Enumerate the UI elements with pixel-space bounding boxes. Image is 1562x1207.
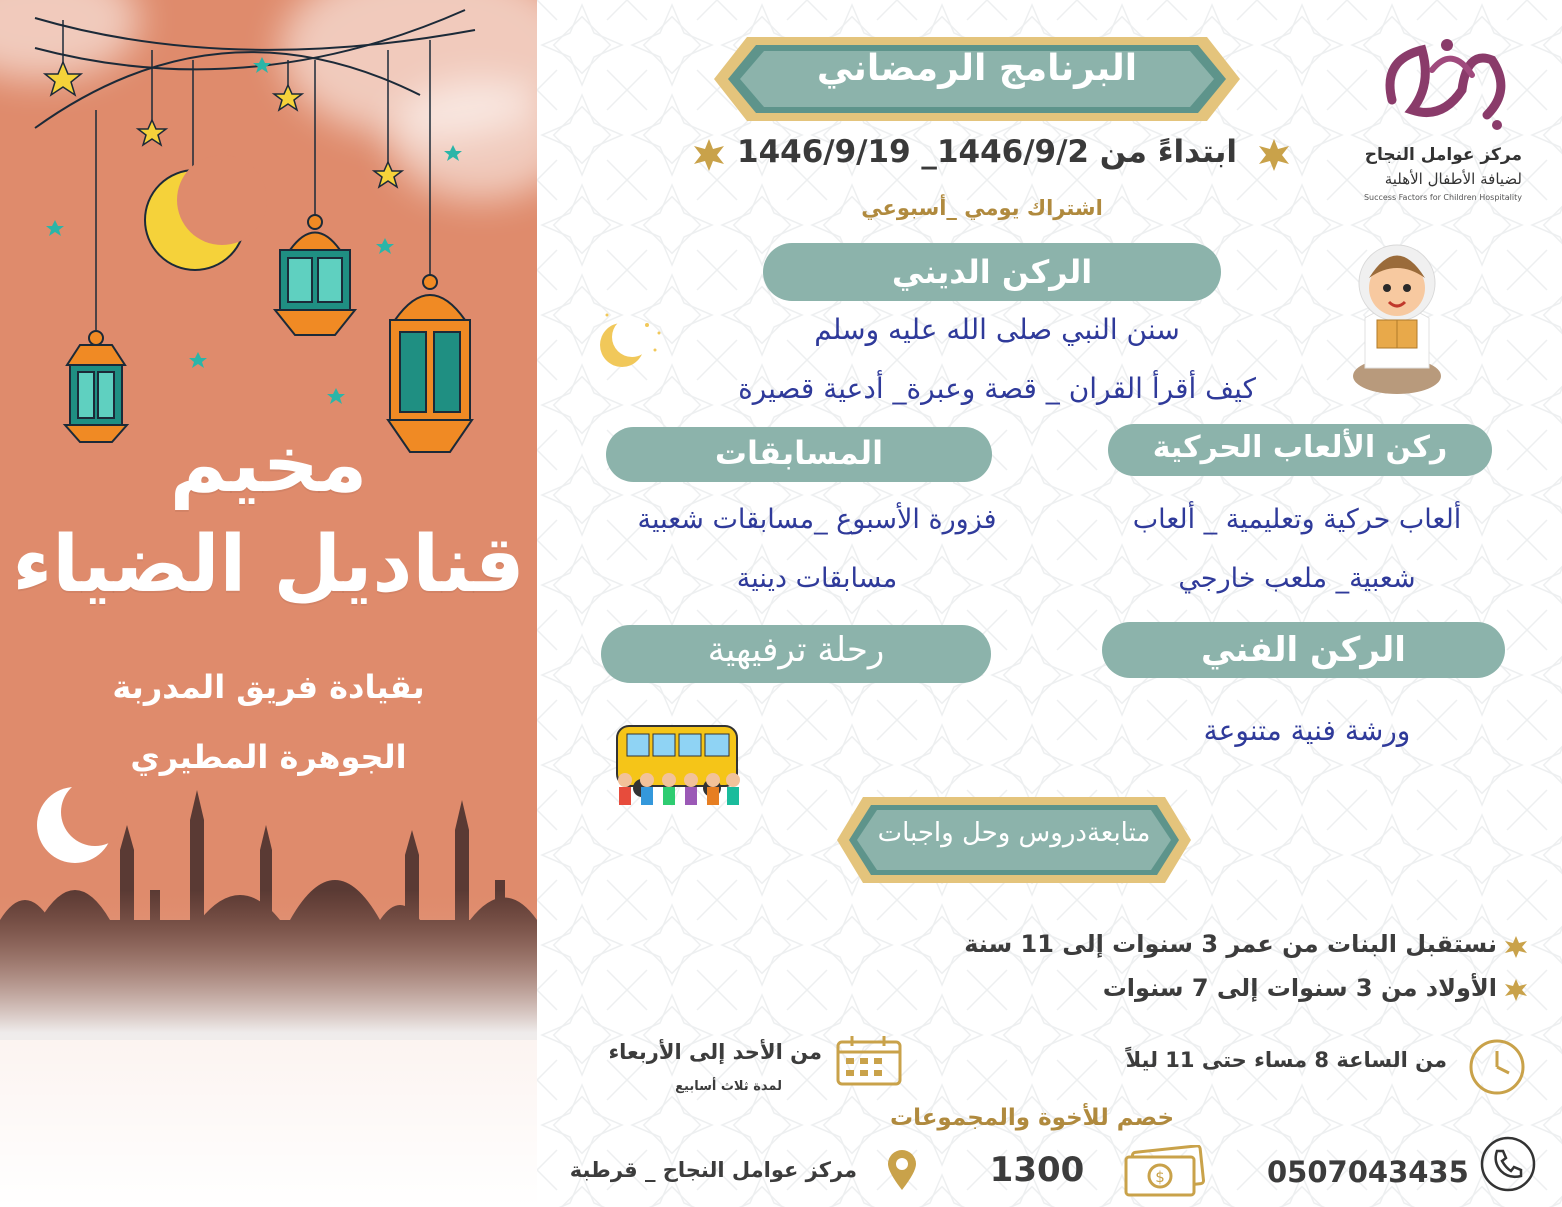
religious-line2: كيف أقرأ القران _ قصة وعبرة_ أدعية قصيرة [738,372,1256,405]
child-reading-illustration [1347,228,1447,398]
crescent-moon-icon [37,780,129,863]
leader-line1: بقيادة فريق المدربة [112,668,425,706]
mosque-skyline [0,780,537,1207]
location-text: مركز عوامل النجاح _ قرطبة [569,1158,857,1182]
crescent-moon-icon [587,305,667,375]
gold-star-icon [1257,138,1291,172]
left-panel [0,0,537,1207]
gold-star-icon [1504,935,1528,959]
center-subtitle: لضيافة الأطفال الأهلية [1384,170,1522,188]
hours-text: من الساعة 8 مساء حتى 11 ليلاً [1125,1048,1447,1072]
ramadan-decorations [0,0,537,460]
gold-star-icon [1504,978,1528,1002]
competitions-line2: مسابقات دينية [736,563,898,594]
duration-text: لمدة ثلاث أسابيع [675,1079,782,1094]
competitions-line1: فزورة الأسبوع _مسابقات شعبية [637,504,997,535]
trip-title: رحلة ترفيهية [601,625,991,683]
religious-line1: سنن النبي صلى الله عليه وسلم [814,313,1180,346]
competitions-title: المسابقات [606,427,992,482]
discount-text: خصم للأخوة والمجموعات [889,1105,1175,1131]
center-name: مركز عوامل النجاح [1364,145,1522,165]
motion-games-line1: ألعاب حركية وتعليمية _ ألعاب [1132,504,1462,535]
location-pin-icon [884,1148,920,1192]
motion-games-title: ركن الألعاب الحركية [1108,424,1492,476]
calendar-icon [834,1034,906,1088]
religious-corner-title: الركن الديني [763,243,1221,301]
boys-age: الأولاد من 3 سنوات إلى 7 سنوات [1102,974,1497,1002]
lantern-icon [275,215,355,335]
phone-text: 0507043435 [1267,1155,1469,1189]
art-corner-title: الركن الفني [1102,622,1505,678]
money-icon [1122,1145,1207,1200]
center-english: Success Factors for Children Hospitality [1363,193,1522,202]
clock-icon [1467,1037,1527,1097]
camp-title-line1: مخيم [169,420,368,510]
program-dates: ابتداءً من 1446/9/2_ 1446/9/19 [737,134,1237,170]
right-panel [537,0,1562,1207]
program-title: البرنامج الرمضاني [816,48,1138,89]
girls-age: نستقبل البنات من عمر 3 سنوات إلى 11 سنة [964,930,1497,958]
price-text: 1300 [989,1150,1085,1190]
days-text: من الأحد إلى الأربعاء [608,1040,822,1064]
school-bus-illustration [607,718,747,818]
svg-text:$: $ [1155,1168,1165,1186]
crescent-moon-icon [145,155,267,270]
gold-star-icon [692,138,726,172]
art-line1: ورشة فنية متنوعة [1203,714,1411,747]
camp-title-line2: قناديل الضياء [12,520,525,610]
subscription-type: اشتراك يومي _أسبوعي [861,196,1103,220]
logo-script [1337,20,1537,30]
motion-games-line2: شعبية_ ملعب خارجي [1178,563,1416,594]
homework-text: متابعةدروس وحل واجبات [877,818,1151,848]
logo-mark [1372,30,1522,140]
phone-icon [1479,1135,1537,1193]
leader-line2: الجوهرة المطيري [130,738,407,776]
